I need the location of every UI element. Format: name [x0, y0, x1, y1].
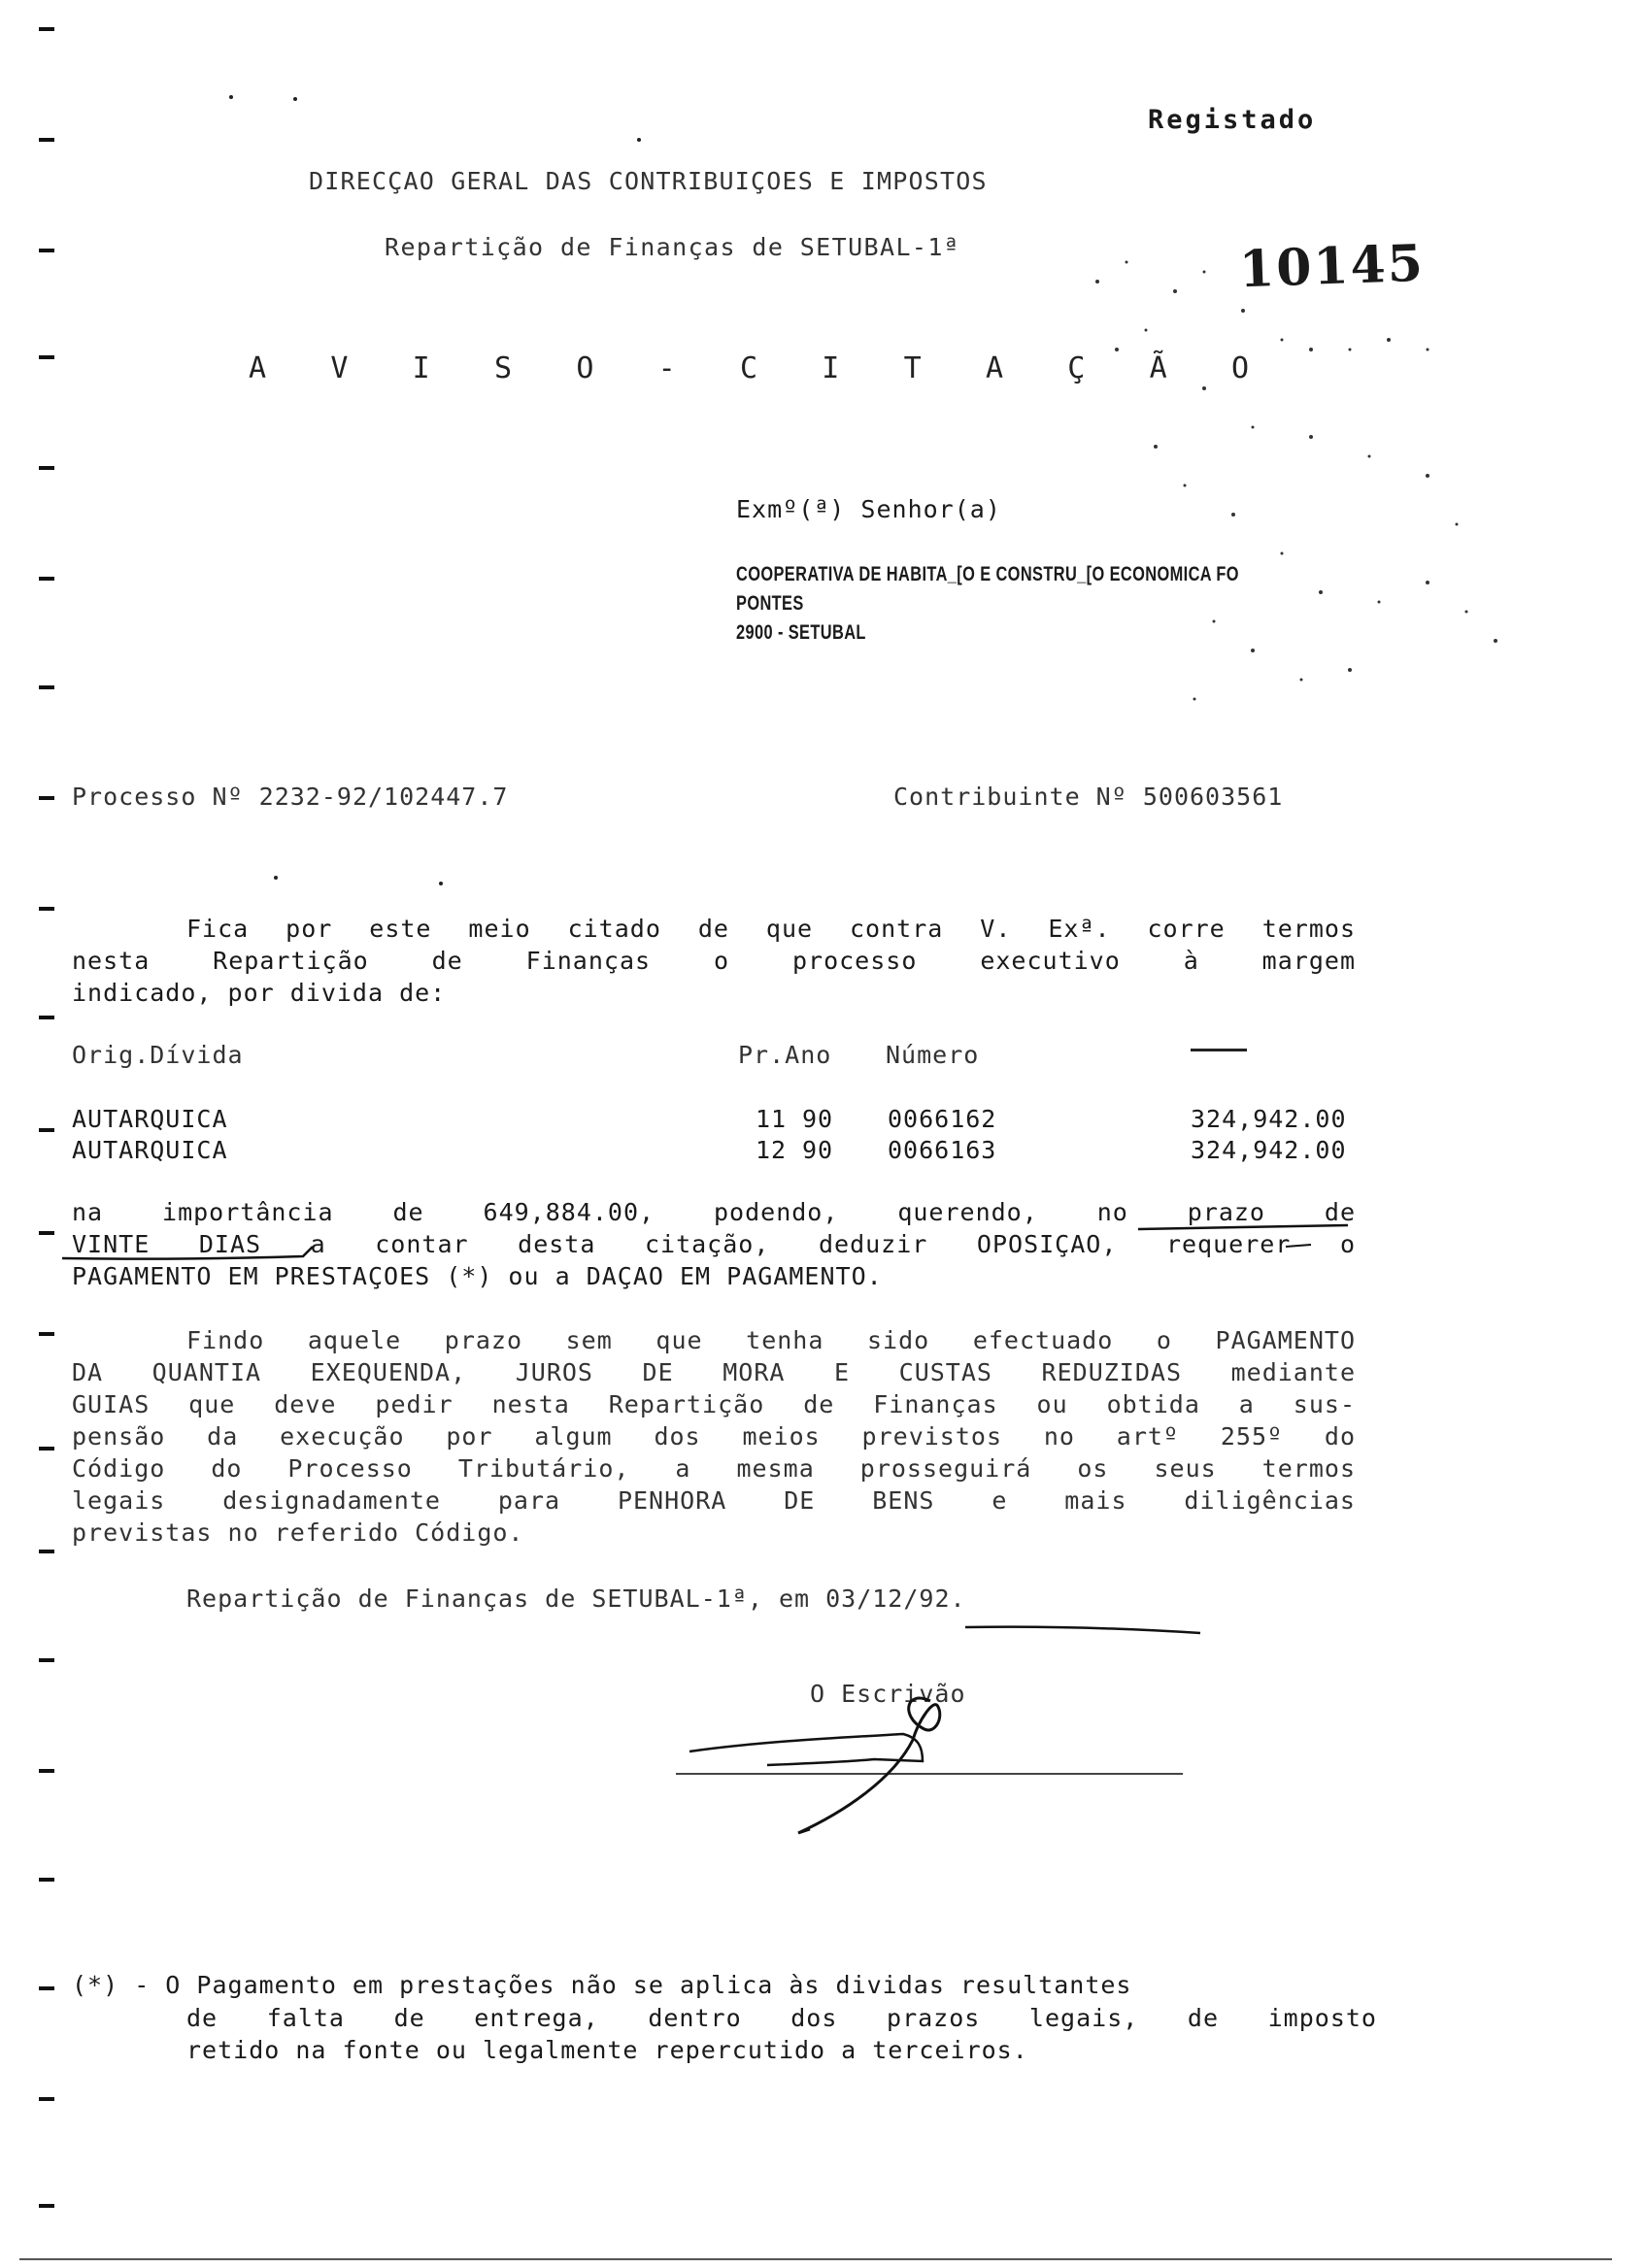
- row-pr: 12: [756, 1136, 788, 1164]
- process-value: 2232-92/102447.7: [258, 783, 509, 811]
- title-letter: A: [985, 351, 1004, 385]
- footnote-continuation: [186, 2002, 1377, 2066]
- footnote-line: (*) - O Pagamento em prestações não se aplica às dividas resultantes: [72, 1971, 1132, 1999]
- row-numero: 0066163: [888, 1136, 997, 1164]
- title-letter: V: [330, 351, 349, 385]
- title-letter: Ã: [1149, 351, 1167, 385]
- row-pr: 11: [756, 1105, 788, 1133]
- taxpayer-number: [893, 783, 1283, 811]
- table-row: [72, 1136, 1379, 1169]
- row-origin: AUTARQUICA: [72, 1105, 228, 1133]
- intro-line: Fica por este meio citado de que contra V. Exª. corre termos: [186, 915, 1356, 943]
- title-letter: A: [249, 351, 267, 385]
- date-underline: [961, 1621, 1214, 1641]
- intro-line: indicado, por divida de:: [72, 979, 447, 1007]
- recipient-salutation: Exmº(ª) Senhor(a): [736, 495, 1001, 523]
- col-origin-header: Orig.Dívida: [72, 1041, 244, 1069]
- recipient-address: 2900 - SETUBAL: [736, 621, 866, 644]
- amount-line: PAGAMENTO EM PRESTAÇOES (*) ou a DAÇAO EM PAGAMENTO.: [72, 1262, 883, 1290]
- margin-mark: [39, 796, 54, 800]
- stamp-specks: [1059, 233, 1563, 738]
- margin-mark: [39, 355, 54, 359]
- margin-mark: [39, 1658, 54, 1662]
- deadline-line: Código do Processo Tributário, a mesma prosseguirá os seus termos: [72, 1454, 1356, 1483]
- row-amount: 324,942.00: [1191, 1136, 1347, 1164]
- margin-mark: [39, 138, 54, 142]
- row-ano: 90: [802, 1105, 834, 1133]
- title-letter: I: [412, 351, 430, 385]
- recipient-name-line1: COOPERATIVA DE HABITA_[O E CONSTRU_[O ECONOMICA FO: [736, 563, 1239, 585]
- registered-label: Registado: [1148, 105, 1317, 135]
- deadline-line: previstas no referido Código.: [72, 1518, 524, 1547]
- title-letter: -: [657, 351, 676, 385]
- handwritten-signature: [680, 1670, 1029, 1845]
- page-bottom-rule: [19, 2258, 1612, 2260]
- scan-dot: [274, 876, 278, 880]
- handwritten-underline: [58, 1204, 1360, 1272]
- taxpayer-value: 500603561: [1142, 783, 1284, 811]
- margin-mark: [39, 466, 54, 470]
- margin-mark: [39, 2097, 54, 2101]
- col-numero-header: Número: [886, 1041, 980, 1069]
- margin-mark: [39, 1878, 54, 1882]
- deadline-line: pensão da execução por algum dos meios previstos no artº 255º do: [72, 1422, 1356, 1451]
- deadline-line: legais designadamente para PENHORA DE BENS e mais diligências: [72, 1486, 1356, 1515]
- clerk-role: O Escrivão: [810, 1680, 966, 1708]
- amount-line: VINTE DIAS a contar desta citação, deduzir OPOSIÇAO, requerer o: [72, 1230, 1356, 1258]
- place-date: Repartição de Finanças de SETUBAL-1ª, em 03/12/92.: [186, 1584, 966, 1613]
- scan-dot: [229, 95, 233, 99]
- margin-mark: [39, 2204, 54, 2208]
- margin-mark: [39, 27, 54, 31]
- margin-mark: [39, 1550, 54, 1553]
- margin-mark: [39, 1016, 54, 1019]
- process-label: Processo Nº: [72, 783, 244, 811]
- margin-mark: [39, 1128, 54, 1132]
- footnote-line: retido na fonte ou legalmente repercutido a terceiros.: [186, 2036, 1028, 2064]
- recipient-name-line2: PONTES: [736, 592, 804, 615]
- title-letter: C: [739, 351, 758, 385]
- table-row: [72, 1105, 1379, 1138]
- row-amount: 324,942.00: [1191, 1105, 1347, 1133]
- scan-dot: [293, 97, 297, 101]
- deadline-line: Findo aquele prazo sem que tenha sido efectuado o PAGAMENTO: [186, 1326, 1356, 1354]
- margin-mark: [39, 249, 54, 252]
- authority-heading: DIRECÇAO GERAL DAS CONTRIBUIÇOES E IMPOSTOS: [309, 167, 988, 195]
- taxpayer-label: Contribuinte Nº: [893, 783, 1127, 811]
- intro-paragraph: [72, 913, 1356, 1009]
- notice-title: [249, 351, 1249, 385]
- margin-mark: [39, 577, 54, 581]
- margin-mark: [39, 1986, 54, 1990]
- scan-dot: [439, 882, 443, 885]
- margin-mark: [39, 907, 54, 911]
- row-numero: 0066162: [888, 1105, 997, 1133]
- col-prano-header: Pr.Ano: [738, 1041, 832, 1069]
- header-rule: [1191, 1049, 1247, 1051]
- intro-line: nesta Repartição de Finanças o processo executivo à margem: [72, 947, 1356, 975]
- margin-mark: [39, 1769, 54, 1773]
- row-ano: 90: [802, 1136, 834, 1164]
- title-letter: S: [493, 351, 513, 385]
- tax-office-heading: Repartição de Finanças de SETUBAL-1ª: [385, 233, 960, 261]
- registry-stamp-number: 10145: [1237, 233, 1426, 300]
- title-letter: O: [1230, 351, 1249, 385]
- margin-mark: [39, 1332, 54, 1336]
- deadline-line: DA QUANTIA EXEQUENDA, JUROS DE MORA E CUSTAS REDUZIDAS mediante: [72, 1358, 1356, 1386]
- title-letter: I: [822, 351, 840, 385]
- title-letter: O: [576, 351, 594, 385]
- row-origin: AUTARQUICA: [72, 1136, 228, 1164]
- title-letter: T: [903, 351, 922, 385]
- margin-mark: [39, 685, 54, 689]
- title-letter: Ç: [1067, 351, 1086, 385]
- deadline-paragraph: [72, 1324, 1356, 1549]
- margin-mark: [39, 1447, 54, 1451]
- process-number: [72, 783, 508, 811]
- amount-line: na importância de 649,884.00, podendo, querendo, no prazo de: [72, 1198, 1356, 1226]
- scan-dot: [637, 138, 641, 142]
- footnote-line: de falta de entrega, dentro dos prazos legais, de imposto: [186, 2004, 1377, 2032]
- deadline-line: GUIAS que deve pedir nesta Repartição de Finanças ou obtida a sus-: [72, 1390, 1356, 1418]
- margin-mark: [39, 1231, 54, 1235]
